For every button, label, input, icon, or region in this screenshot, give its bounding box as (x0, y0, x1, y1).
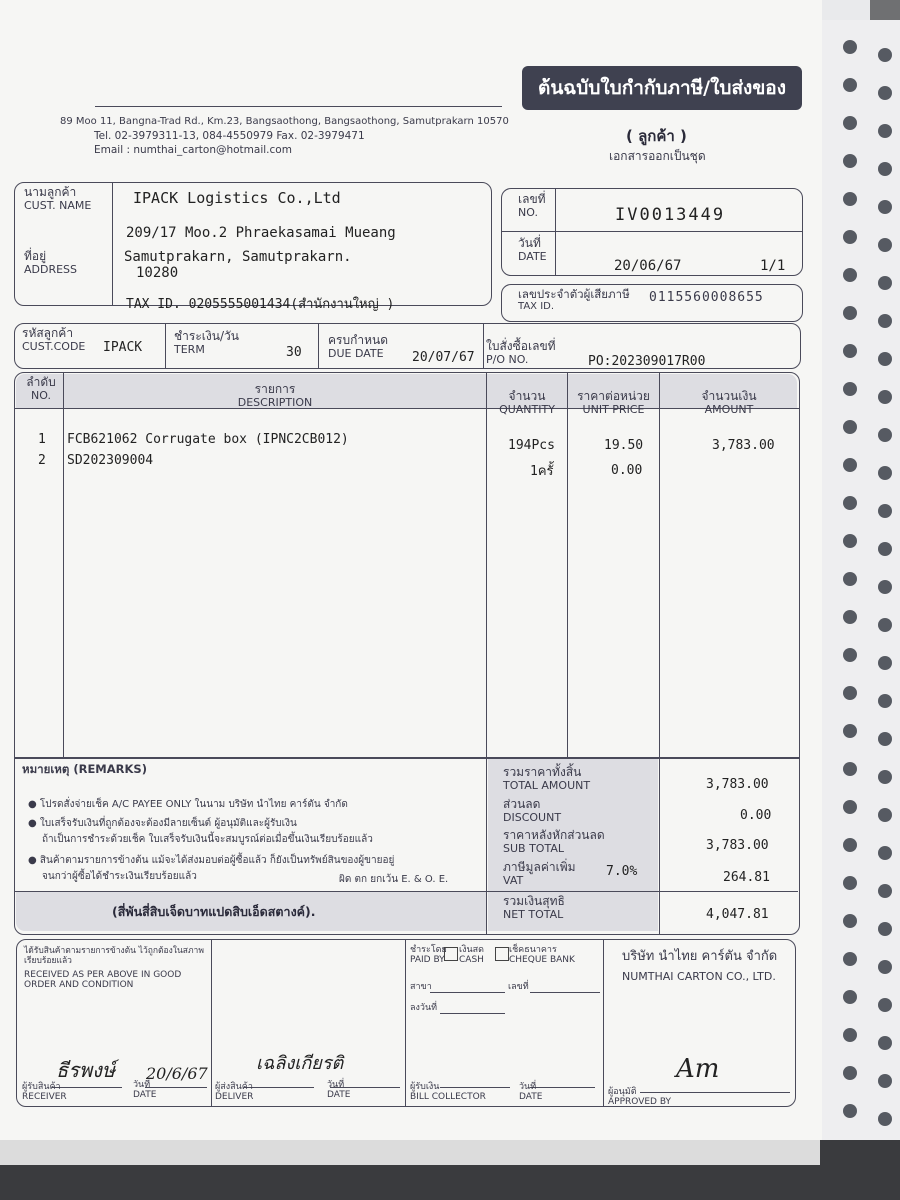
customer-address-1: 209/17 Moo.2 Phraekasamai Mueang (126, 225, 396, 241)
deliver-date-label: วันที่ DATE (327, 1080, 351, 1101)
feed-hole (843, 40, 857, 54)
document-title-banner: ต้นฉบับใบกำกับภาษี/ใบส่งของ (522, 66, 802, 110)
feed-hole (843, 382, 857, 396)
totals-divider (659, 758, 660, 934)
company-email: Email : numthai_carton@hotmail.com (94, 143, 292, 156)
feed-hole (878, 504, 892, 518)
feed-hole (878, 238, 892, 252)
po-label: ใบสั่งซื้อเลขที่ P/O NO. (486, 339, 556, 366)
cheque-no-label: เลขที่ (508, 982, 529, 992)
cheque-checkbox[interactable] (495, 947, 509, 961)
col-divider-desc (486, 373, 487, 758)
feed-hole (878, 86, 892, 100)
feed-hole (843, 534, 857, 548)
invoice-box-rule (502, 231, 802, 232)
feed-hole (843, 876, 857, 890)
item-no: 2 (38, 453, 46, 468)
feed-hole (878, 276, 892, 290)
feed-hole (878, 124, 892, 138)
receiver-label: ผู้รับสินค้า RECEIVER (22, 1082, 67, 1103)
po-number: PO:202309017R00 (588, 354, 706, 369)
cust-code-label: รหัสลูกค้า CUST.CODE (22, 326, 86, 353)
total-amount: 3,783.00 (706, 777, 769, 792)
collector-label: ผู้รับเงิน BILL COLLECTOR (410, 1082, 486, 1103)
company-name-en: NUMTHAI CARTON CO., LTD. (622, 970, 776, 983)
feed-hole (878, 466, 892, 480)
feed-hole (843, 648, 857, 662)
feed-hole (878, 48, 892, 62)
remark-1: ● โปรดสั่งจ่ายเช็ค A/C PAYEE ONLY ในนาม บริษัท นำไทย คาร์ตัน จำกัด (28, 799, 348, 810)
feed-hole (878, 656, 892, 670)
item-no: 1 (38, 432, 46, 447)
deliver-signature: เฉลิงเกียรติ (256, 1053, 344, 1074)
cash-checkbox[interactable] (444, 947, 458, 961)
invoice-number: IV0013449 (615, 205, 726, 225)
feed-hole (843, 724, 857, 738)
branch-line (430, 992, 505, 993)
subtotal-label: ราคาหลังหักส่วนลด SUB TOTAL (503, 828, 605, 855)
col-header-no: ลำดับ NO. (26, 375, 56, 402)
company-address: 89 Moo 11, Bangna-Trad Rd., Km.23, Bangsaothong, Bangsaothong, Samutprakarn 10570 (60, 116, 509, 127)
feed-hole (843, 496, 857, 510)
feed-hole (878, 960, 892, 974)
remarks-divider (486, 758, 487, 934)
feed-hole (843, 838, 857, 852)
customer-box-divider (112, 183, 113, 305)
customer-address-3: 10280 (136, 265, 179, 281)
item-unit-price: 19.50 (604, 438, 644, 453)
bullet-icon: ● (28, 818, 40, 829)
eoe-note: ผิด ตก ยกเว้น E. & O. E. (339, 874, 449, 885)
feed-hole (878, 1036, 892, 1050)
item-quantity: 194Pcs (508, 438, 555, 453)
feed-hole (878, 314, 892, 328)
feed-hole (878, 884, 892, 898)
discount-label: ส่วนลด DISCOUNT (503, 797, 562, 824)
feed-hole (843, 344, 857, 358)
item-amount: 3,783.00 (712, 438, 775, 453)
cheque-no-line (530, 992, 600, 993)
deliver-label: ผู้ส่งสินค้า DELIVER (215, 1082, 254, 1103)
feed-hole (878, 618, 892, 632)
feed-hole (843, 78, 857, 92)
vat-amount: 264.81 (723, 870, 770, 885)
net-total-rule (487, 891, 798, 892)
received-statement: ได้รับสินค้าตามรายการข้างต้น ไว้ถูกต้องในสภาพเรียบร้อยแล้ว RECEIVED AS PER ABOVE IN GOOD ORDER AND CONDITION (24, 946, 204, 990)
feed-hole (843, 610, 857, 624)
col-header-description: รายการ DESCRIPTION (237, 382, 313, 409)
issued-as-set-label: เอกสารออกเป็นชุด (609, 149, 706, 163)
cheque-date-line (440, 1013, 505, 1014)
cust-code: IPACK (103, 340, 143, 355)
feed-hole (843, 306, 857, 320)
feed-hole (878, 694, 892, 708)
invoice-no-label: เลขที่ NO. (518, 192, 546, 219)
feed-hole (878, 922, 892, 936)
item-description: FCB621062 Corrugate box (IPNC2CB012) (67, 432, 349, 447)
feed-hole (843, 762, 857, 776)
feed-hole (843, 572, 857, 586)
terms-divider-3 (483, 324, 484, 368)
col-divider-no (63, 373, 64, 758)
due-date: 20/07/67 (412, 350, 475, 365)
feed-hole (843, 420, 857, 434)
feed-hole (843, 230, 857, 244)
term-label: ชำระเงิน/วัน TERM (174, 329, 239, 356)
term-days: 30 (286, 345, 302, 360)
address-label: ที่อยู่ ADDRESS (24, 249, 78, 276)
feed-hole (878, 162, 892, 176)
invoice-date-label: วันที่ DATE (518, 236, 547, 263)
discount-amount: 0.00 (740, 808, 772, 823)
customer-address-2: Samutprakarn, Samutprakarn. (124, 249, 352, 265)
branch-label: สาขา (410, 982, 432, 992)
feed-hole (878, 808, 892, 822)
feed-hole (843, 268, 857, 282)
cust-name-label: นามลูกค้า CUST. NAME (24, 185, 92, 212)
feed-hole (878, 428, 892, 442)
customer-name: IPACK Logistics Co.,Ltd (133, 189, 341, 207)
feed-hole (878, 998, 892, 1012)
deliver-sign-line (244, 1087, 314, 1088)
remark-2: ● ใบเสร็จรับเงินที่ถูกต้องจะต้องมีลายเซ็นต์ ผู้อนุมัติและผู้รับเงิน ถ้าเป็นการชำระด้วยเช็ค ใบเสร็จรับเงินนี้จะสมบูรณ์ต่อเมื่อขึ้นเงินเรียบร้อยแล้ว (28, 818, 373, 845)
feed-hole (843, 952, 857, 966)
tax-id-label: เลขประจำตัวผู้เสียภาษี TAX ID. (518, 287, 630, 313)
feed-hole (878, 390, 892, 404)
cheque-date-label: ลงวันที่ (410, 1003, 438, 1013)
vat-label: ภาษีมูลค่าเพิ่ม VAT (503, 860, 576, 887)
feed-hole (878, 542, 892, 556)
company-header (60, 116, 520, 156)
feed-hole (878, 732, 892, 746)
feed-hole (878, 200, 892, 214)
col-header-quantity: จำนวน QUANTITY (499, 389, 555, 416)
bullet-icon: ● (28, 799, 40, 810)
due-date-label: ครบกำหนด DUE DATE (328, 333, 388, 360)
cash-label: เงินสด CASH (459, 945, 484, 966)
invoice-date: 20/06/67 (614, 258, 682, 274)
receiver-date-handwritten: 20/6/67 (146, 1064, 208, 1083)
col-divider-price (659, 373, 660, 758)
feed-hole (878, 1074, 892, 1088)
header-rule (95, 106, 502, 107)
amount-in-words: (สี่พันสี่สิบเจ็ดบาทแปดสิบเอ็ดสตางค์). (112, 904, 316, 919)
item-quantity: 1ครั้ (530, 464, 554, 479)
customer-copy-label: ( ลูกค้า ) (626, 127, 687, 145)
net-total-amount: 4,047.81 (706, 907, 769, 922)
remarks-title: หมายเหตุ (REMARKS) (22, 762, 147, 776)
subtotal-amount: 3,783.00 (706, 838, 769, 853)
invoice-page: 1/1 (760, 258, 786, 274)
feed-hole (843, 1104, 857, 1118)
footer-divider-1 (211, 940, 212, 1106)
feed-hole (878, 770, 892, 784)
feed-hole (843, 990, 857, 1004)
paid-by-label: ชำระโดย PAID BY (410, 945, 447, 966)
items-table (14, 372, 800, 759)
feed-hole (843, 914, 857, 928)
feed-hole (843, 1028, 857, 1042)
col-header-unit-price: ราคาต่อหน่วย UNIT PRICE (577, 389, 650, 416)
terms-divider-2 (318, 324, 319, 368)
collector-date-label: วันที่ DATE (519, 1082, 543, 1103)
total-amount-label: รวมราคาทั้งสิ้น TOTAL AMOUNT (503, 765, 591, 792)
feed-hole (878, 352, 892, 366)
col-header-amount: จำนวนเงิน AMOUNT (701, 389, 757, 416)
receiver-date-label: วันที่ DATE (133, 1080, 157, 1101)
remark-3: ● สินค้าตามรายการข้างต้น แม้จะได้ส่งมอบต่อผู้ซื้อแล้ว ก็ยังเป็นทรัพย์สินของผู้ขายอยู่ จนกว่าผู้ซื้อได้ชำระเงินเรียบร้อยแล้ว (28, 855, 395, 882)
feed-hole (843, 458, 857, 472)
item-description: SD202309004 (67, 453, 154, 468)
item-unit-price: 0.00 (611, 463, 643, 478)
company-name-th: บริษัท นำไทย คาร์ตัน จำกัด (622, 949, 778, 964)
feed-hole (878, 1112, 892, 1126)
receiver-signature: ธีรพงษ์ (56, 1058, 116, 1082)
customer-tax-id: TAX ID. 0205555001434(สำนักงานใหญ่ ) (126, 297, 395, 312)
approved-by-label: ผู้อนุมัติ APPROVED BY (608, 1087, 672, 1108)
feed-hole (843, 192, 857, 206)
col-divider-qty (567, 373, 568, 758)
feed-hole (843, 800, 857, 814)
footer-divider-2 (405, 940, 406, 1106)
cheque-label: เช็คธนาคาร CHEQUE BANK (509, 945, 575, 966)
company-tax-id: 0115560008655 (649, 290, 764, 305)
footer-divider-3 (603, 940, 604, 1106)
feed-hole (843, 116, 857, 130)
feed-hole (878, 846, 892, 860)
vat-rate: 7.0% (606, 864, 638, 879)
feed-hole (843, 686, 857, 700)
amount-words-rule (15, 891, 488, 892)
feed-hole (843, 1066, 857, 1080)
paper-stack-edge (0, 1140, 820, 1165)
feed-hole (843, 154, 857, 168)
approver-signature: Am (676, 1054, 720, 1084)
feed-hole (878, 580, 892, 594)
net-total-label: รวมเงินสุทธิ NET TOTAL (503, 894, 565, 921)
company-tel: Tel. 02-3979311-13, 084-4550979 Fax. 02-3979471 (94, 129, 365, 142)
table-row (0, 453, 800, 479)
terms-divider-1 (165, 324, 166, 368)
bullet-icon: ● (28, 855, 40, 866)
table-row (0, 432, 800, 452)
